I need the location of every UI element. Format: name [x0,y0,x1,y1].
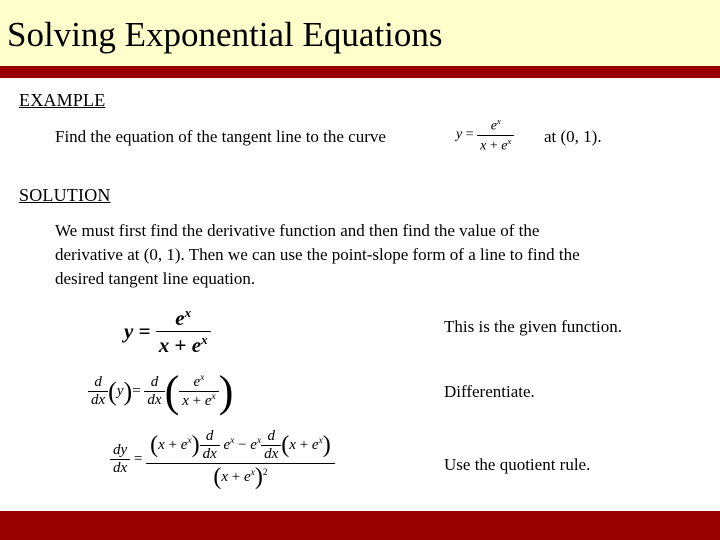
problem-point: at (0, 1). [544,127,602,146]
solution-line: desired tangent line equation. [55,269,256,288]
slide-title: Solving Exponential Equations [7,15,443,54]
solution-heading: SOLUTION [19,185,111,205]
example-heading: EXAMPLE [19,90,106,110]
step-2-equation: $\frac{d}{dx}$ (y)= $\frac{d}{dx}$ ( $\frac{e^x}{x + e^x}$ ) [88,366,233,417]
step-3-note: Use the quotient rule. [444,455,591,474]
step-2-note: Differentiate. [444,382,535,401]
solution-paragraph [55,219,695,291]
title-divider [0,66,720,78]
footer-bar [0,511,720,540]
solution-line: derivative at (0, 1). Then we can use the point-slope form of a line to find the [55,245,580,264]
step-3-equation: $\frac{dy}{dx}$ = $(x + e^x)$ $\frac{d}{dx}$ $e^x - e^x$ $\frac{d}{dx}$ $(x + e^x)$ $(x + e^x)^2$ [110,428,335,491]
curve-equation: y = $\frac{e^x}{x + e^x}$ [456,116,514,154]
solution-line: We must first find the derivative function and then find the value of the [55,221,540,240]
step-1-note: This is the given function. [444,317,623,336]
problem-text: Find the equation of the tangent line to the curve [55,127,386,146]
step-1-equation: y = $\frac{e^x}{x + e^x}$ [124,305,211,358]
